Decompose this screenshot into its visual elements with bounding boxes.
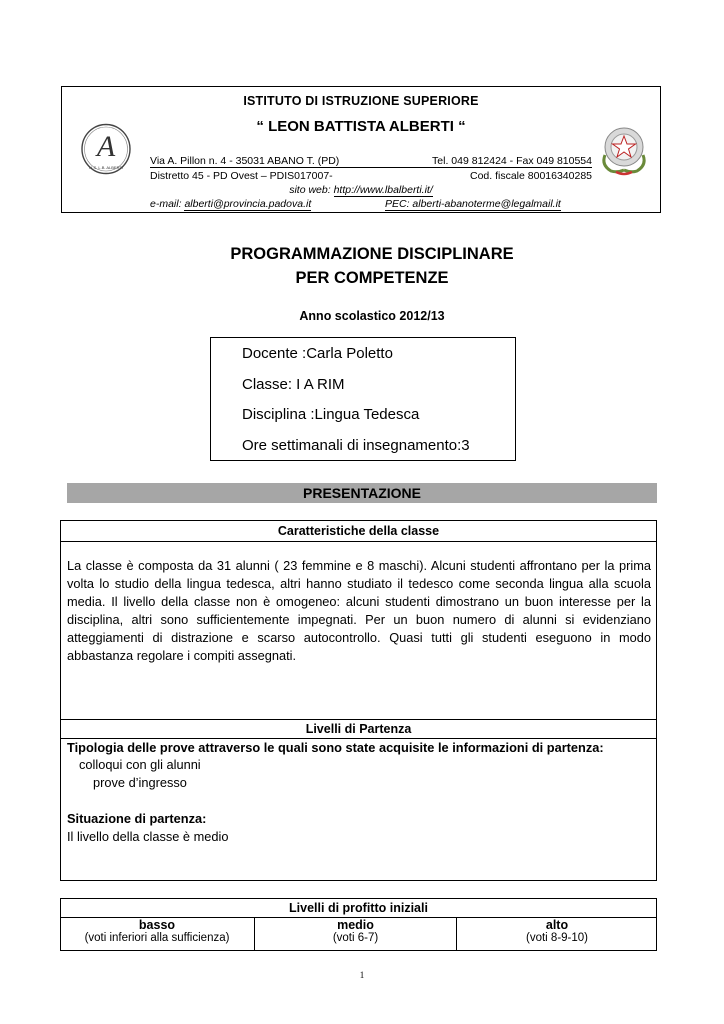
institute-name: “ LEON BATTISTA ALBERTI “ <box>256 118 466 135</box>
starting-situation-heading: Situazione di partenza: <box>67 811 207 826</box>
website-link[interactable]: http://www.lbalberti.it/ <box>333 184 433 196</box>
email-label: e-mail: <box>150 198 185 210</box>
profit-level-label: basso <box>138 918 176 932</box>
teacher-name: Docente :Carla Poletto <box>242 345 393 362</box>
profit-column-medium <box>255 918 456 944</box>
website-row <box>61 184 661 196</box>
pec-link[interactable]: PEC: alberti-abanoterme@legalmail.it <box>385 198 561 210</box>
school-logo-icon <box>80 123 132 175</box>
profit-level-label: medio <box>337 918 374 932</box>
email-link[interactable]: alberti@provincia.padova.it <box>184 198 312 210</box>
profit-levels-heading: Livelli di profitto iniziali <box>289 901 428 915</box>
table-divider <box>60 738 657 739</box>
logo-letter: A <box>96 130 116 163</box>
address: Via A. Pillon n. 4 - 35031 ABANO T. (PD) <box>150 155 368 168</box>
test-item: colloqui con gli alunni <box>79 757 201 772</box>
address-row <box>150 155 592 169</box>
district-row <box>150 170 592 184</box>
republic-emblem-icon <box>597 121 651 177</box>
institute-type: ISTITUTO DI ISTRUZIONE SUPERIORE <box>243 94 479 108</box>
school-year: Anno scolastico 2012/13 <box>299 309 445 323</box>
profit-column-high <box>457 918 657 944</box>
profit-level-label: alto <box>545 918 569 932</box>
starting-levels-heading: Livelli di Partenza <box>305 722 412 736</box>
website-label: sito web: <box>289 184 334 196</box>
table-divider <box>60 541 657 542</box>
phone: Tel. 049 812424 - Fax 049 810554 <box>368 155 592 168</box>
test-item: prove d’ingresso <box>93 775 187 790</box>
doc-title-line2: PER COMPETENZE <box>295 269 449 287</box>
tax-code: Cod. fiscale 80016340285 <box>469 170 592 182</box>
starting-situation-text: Il livello della classe è medio <box>67 829 229 844</box>
page-number: 1 <box>359 970 365 980</box>
class-characteristics-heading: Caratteristiche della classe <box>277 524 440 538</box>
class-characteristics-text: La classe è composta da 31 alunni ( 23 femmine e 8 maschi). Alcuni studenti affrontano per la prima volta lo studio della lingua tedesca, altri hanno studiato il tedesco come seconda lingua alla scuola media. Il livello della classe non è omogeneo: alcuni studenti dimostrano un buon interesse per la disciplina, altri sono sufficientemente impegnati. Per un buon numero di alunni si evidenziano atteggiamenti di distrazione e scarso autocontrollo. Quasi tutti gli studenti eseguono in modo abbastanza regolare i compiti assegnati. <box>67 558 651 663</box>
profit-level-detail: (voti inferiori alla sufficienza) <box>84 932 230 944</box>
table-divider <box>60 719 657 720</box>
email-row <box>150 198 592 210</box>
subject-name: Disciplina :Lingua Tedesca <box>242 406 420 423</box>
class-name: Classe: I A RIM <box>242 376 345 393</box>
profit-level-detail: (voti 8-9-10) <box>526 932 588 944</box>
presentation-heading: PRESENTAZIONE <box>67 483 657 503</box>
profit-level-detail: (voti 6-7) <box>332 932 379 944</box>
tests-heading: Tipologia delle prove attraverso le quali sono state acquisite le informazioni di partenza: <box>67 740 604 755</box>
weekly-hours: Ore settimanali di insegnamento:3 <box>242 437 470 454</box>
logo-caption: I.I.S. L.B. ALBERTI <box>89 165 123 170</box>
doc-title-line1: PROGRAMMAZIONE DISCIPLINARE <box>230 245 514 263</box>
profit-column-low <box>60 918 254 944</box>
district: Distretto 45 - PD Ovest – PDIS017007- <box>150 170 333 182</box>
